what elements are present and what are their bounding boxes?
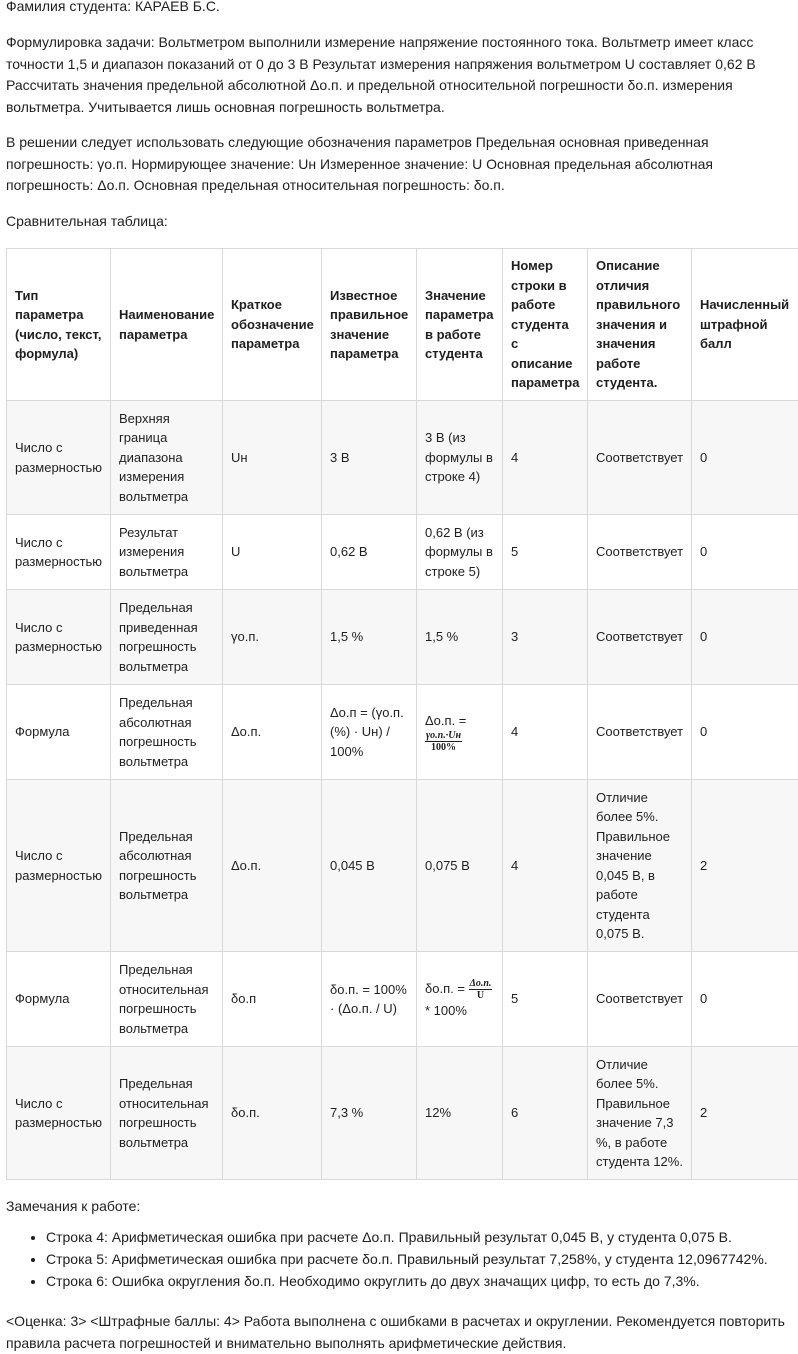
cell-name: Предельная абсолютная погрешность вольтметра [111, 685, 223, 780]
table-row [7, 780, 798, 952]
cell-symbol: Δо.п. [223, 685, 322, 780]
cell-symbol: Uн [223, 401, 322, 515]
cell-penalty: 0 [692, 685, 798, 780]
cell-line: 4 [503, 401, 588, 515]
cell-student: 0,62 В (из формулы в строке 5) [417, 515, 503, 590]
formula-fraction [425, 730, 462, 753]
cell-penalty: 0 [692, 515, 798, 590]
formula-numerator: Δо.п. [469, 978, 493, 990]
cell-diff: Соответствует [588, 401, 692, 515]
cell-penalty: 0 [692, 952, 798, 1047]
notation-description: В решении следует использовать следующие обозначения параметров Предельная основная приведенная погрешность: γо.п. Нормирующее значение: Uн Измеренное значение: U Основная предельная абсолютная погрешность: Δо.п. Основная предельная относительная погрешность: δо.п. [6, 132, 786, 197]
task-statement: Формулировка задачи: Вольтметром выполнили измерение напряжение постоянного тока. Вольтметр имеет класс точности 1,5 и диапазон показаний от 0 до 3 В Результат измерения напряжения вольтметром U составляет 0,62 В Рассчитать значения предельной абсолютной Δо.п. и предельной относительной погрешности δо.п. измерения вольтметра. Учитывается лишь основная погрешность вольтметра. [6, 32, 786, 118]
cell-penalty: 2 [692, 1047, 798, 1180]
cell-student-formula [417, 952, 503, 1047]
cell-symbol: δо.п [223, 952, 322, 1047]
cell-diff: Отличие более 5%. Правильное значение 7,3 %, в работе студента 12%. [588, 1047, 692, 1180]
cell-name: Предельная относительная погрешность вольтметра [111, 1047, 223, 1180]
comparison-table [6, 248, 798, 1180]
formula-denominator: U [469, 990, 493, 1001]
cell-correct: δо.п. = 100% · (Δо.п. / U) [322, 952, 417, 1047]
table-row [7, 401, 798, 515]
cell-name: Предельная приведенная погрешность вольтметра [111, 590, 223, 685]
formula-fraction [469, 978, 493, 1001]
cell-diff: Соответствует [588, 952, 692, 1047]
table-row [7, 952, 798, 1047]
cell-type: Число с размерностью [7, 780, 111, 952]
cell-diff: Соответствует [588, 515, 692, 590]
cell-diff: Соответствует [588, 590, 692, 685]
table-title: Сравнительная таблица: [6, 211, 786, 233]
remarks-title: Замечания к работе: [6, 1196, 786, 1218]
cell-diff: Соответствует [588, 685, 692, 780]
cell-type: Число с размерностью [7, 1047, 111, 1180]
cell-correct: 0,045 В [322, 780, 417, 952]
cell-correct: Δо.п = (γо.п. (%) · Uн) / 100% [322, 685, 417, 780]
cell-symbol: δо.п. [223, 1047, 322, 1180]
cell-penalty: 0 [692, 590, 798, 685]
header-cell: Известное правильное значение параметра [322, 249, 417, 401]
list-item: • Строка 6: Ошибка округления δо.п. Необходимо округлить до двух значащих цифр, то есть до 7,3%. [46, 1270, 798, 1292]
student-name-line: Фамилия студента: КАРАЕВ Б.С. [6, 0, 786, 18]
cell-correct: 1,5 % [322, 590, 417, 685]
cell-line: 5 [503, 515, 588, 590]
cell-student: 12% [417, 1047, 503, 1180]
cell-student: 0,075 В [417, 780, 503, 952]
grade-summary: <Оценка: 3> <Штрафные баллы: 4> Работа выполнена с ошибками в расчетах и округлении. Рекомендуется повторить правила расчета погрешностей и внимательно выполнять арифметические действия. [6, 1311, 786, 1354]
formula-lhs: δо.п. = [425, 981, 465, 996]
cell-correct: 7,3 % [322, 1047, 417, 1180]
header-cell: Тип параметра (число, текст, формула) [7, 249, 111, 401]
formula-denominator: 100% [425, 742, 462, 753]
list-item: • Строка 5: Арифметическая ошибка при расчете δо.п. Правильный результат 7,258%, у студента 12,0967742%. [46, 1248, 798, 1270]
cell-correct: 0,62 В [322, 515, 417, 590]
cell-line: 5 [503, 952, 588, 1047]
cell-student: 3 В (из формулы в строке 4) [417, 401, 503, 515]
cell-penalty: 2 [692, 780, 798, 952]
cell-student: 1,5 % [417, 590, 503, 685]
formula-lhs: Δо.п. = [425, 713, 466, 728]
table-header-row [7, 249, 798, 401]
cell-line: 4 [503, 685, 588, 780]
header-cell: Номер строки в работе студента с описание параметра [503, 249, 588, 401]
cell-line: 3 [503, 590, 588, 685]
cell-type: Формула [7, 952, 111, 1047]
remarks-list [6, 1226, 798, 1292]
cell-type: Число с размерностью [7, 590, 111, 685]
cell-symbol: U [223, 515, 322, 590]
header-cell: Наименование параметра [111, 249, 223, 401]
cell-line: 4 [503, 780, 588, 952]
cell-type: Число с размерностью [7, 515, 111, 590]
table-row [7, 515, 798, 590]
cell-name: Результат измерения вольтметра [111, 515, 223, 590]
header-cell: Начисленный штрафной балл [692, 249, 798, 401]
cell-line: 6 [503, 1047, 588, 1180]
cell-name: Предельная абсолютная погрешность вольтметра [111, 780, 223, 952]
cell-name: Верхняя граница диапазона измерения вольтметра [111, 401, 223, 515]
cell-symbol: Δо.п. [223, 780, 322, 952]
table-row [7, 1047, 798, 1180]
table-row [7, 590, 798, 685]
header-cell: Краткое обозначение параметра [223, 249, 322, 401]
cell-student-formula [417, 685, 503, 780]
cell-type: Формула [7, 685, 111, 780]
header-cell: Описание отличия правильного значения и значения работе студента. [588, 249, 692, 401]
cell-type: Число с размерностью [7, 401, 111, 515]
cell-correct: 3 В [322, 401, 417, 515]
cell-symbol: γо.п. [223, 590, 322, 685]
cell-diff: Отличие более 5%. Правильное значение 0,045 В, в работе студента 0,075 В. [588, 780, 692, 952]
table-row [7, 685, 798, 780]
formula-tail: * 100% [425, 1003, 467, 1018]
list-item: • Строка 4: Арифметическая ошибка при расчете Δо.п. Правильный результат 0,045 В, у студента 0,075 В. [46, 1226, 798, 1248]
formula-numerator: γо.п.·Uн [425, 730, 462, 742]
cell-name: Предельная относительная погрешность вольтметра [111, 952, 223, 1047]
header-cell: Значение параметра в работе студента [417, 249, 503, 401]
cell-penalty: 0 [692, 401, 798, 515]
